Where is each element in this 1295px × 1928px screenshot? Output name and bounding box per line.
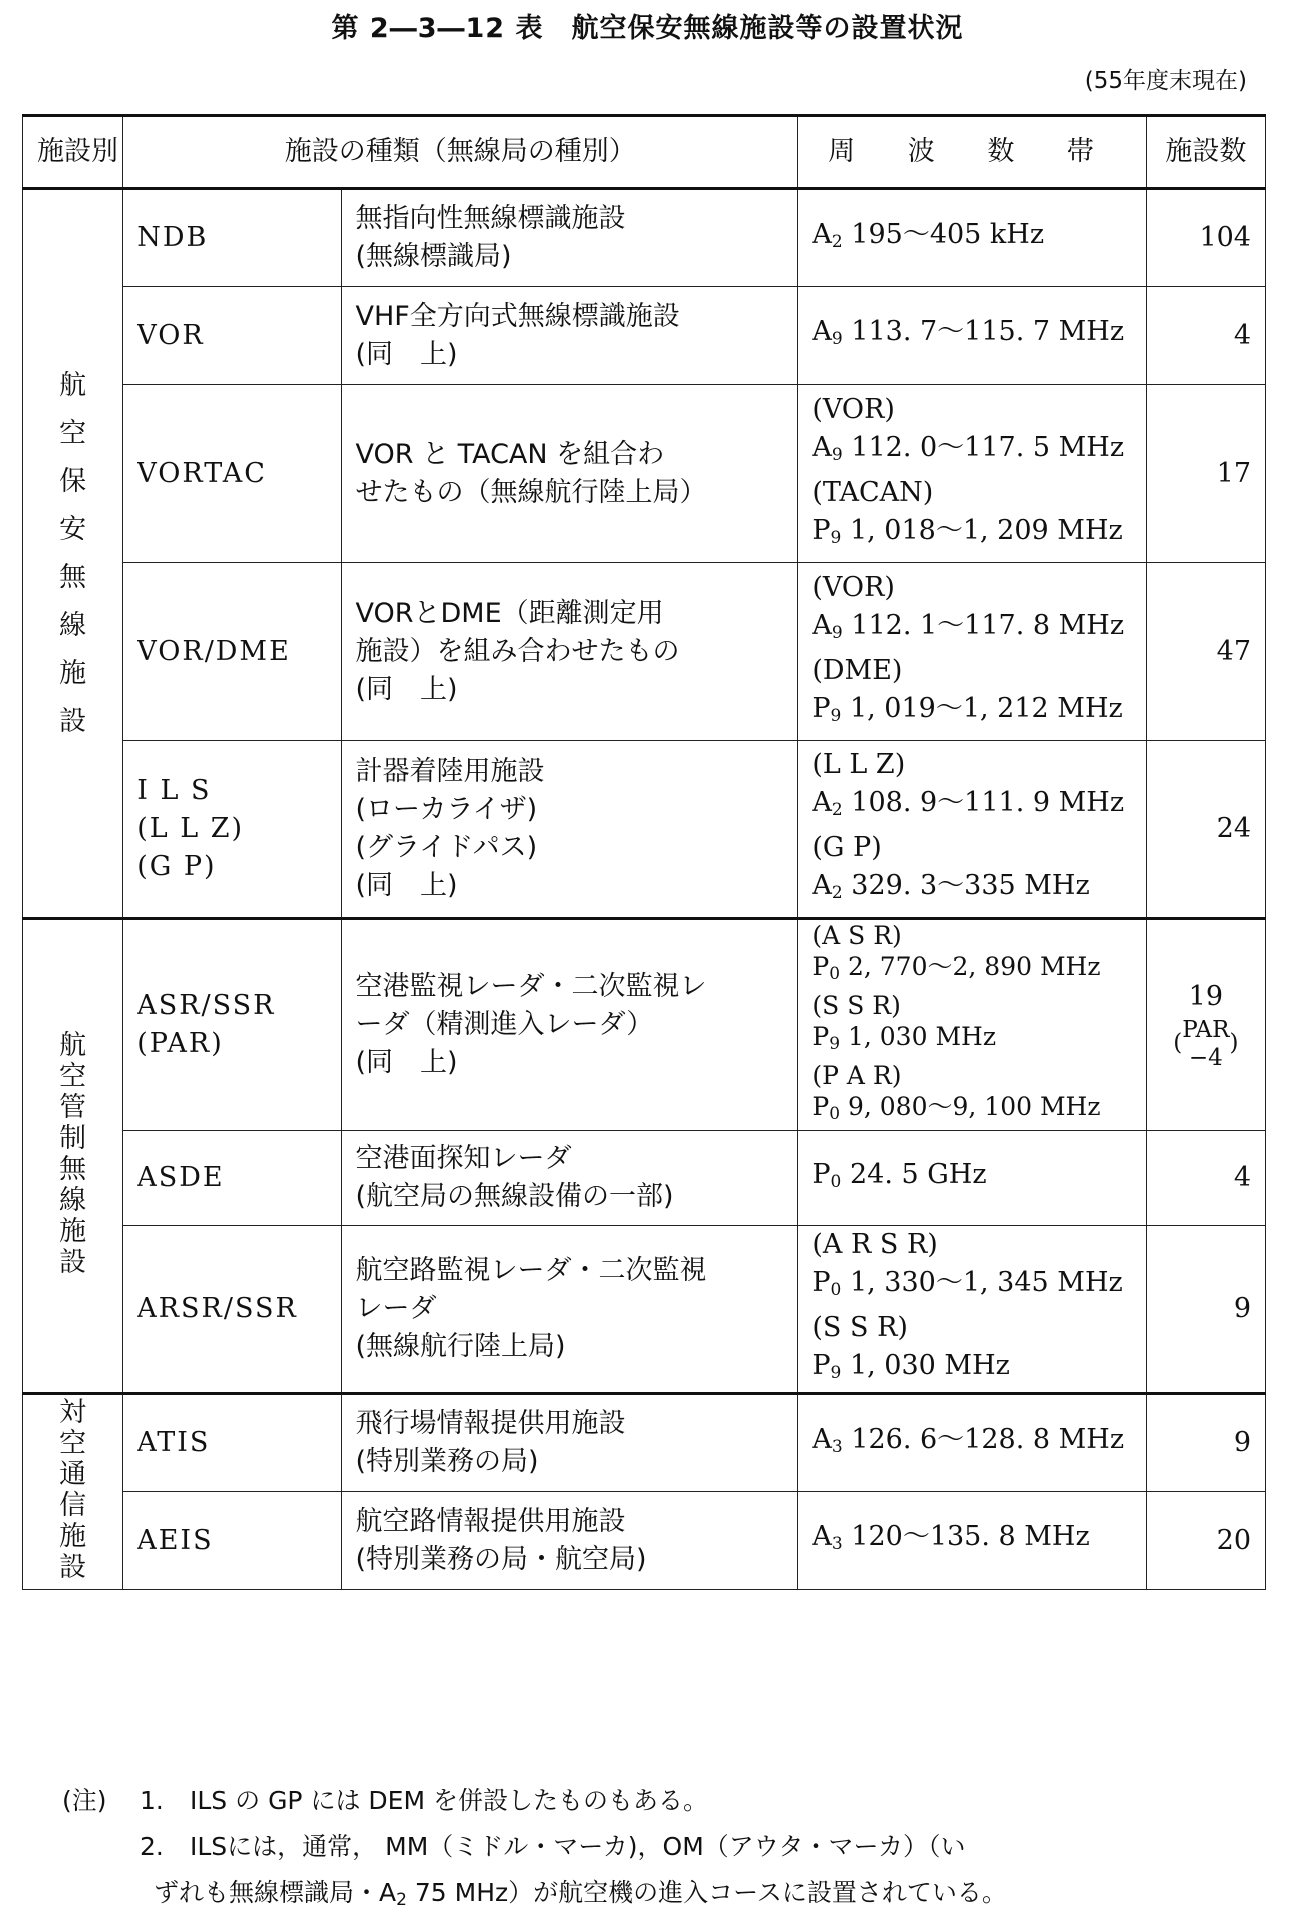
kind-line: (無線航行陸上局) [355,1331,566,1362]
freq-range: 329. 3〜335 MHz [842,870,1090,901]
freq-subscript: 9 [830,1363,842,1383]
facility-abbr [123,385,341,563]
freq-mode: (TACAN) [812,476,934,508]
category-cell-atc [23,919,123,1394]
freq-line [812,607,1131,652]
facility-count [1146,1226,1265,1394]
category-cell-comm [23,1394,123,1590]
freq-range: 1, 019〜1, 212 MHz [841,692,1123,724]
category-label [59,1030,86,1278]
freq-line [812,652,1131,690]
count-value: 19 [1188,981,1224,1012]
table-row [23,287,1266,385]
kind-line: せたもの（無線航行陸上局） [355,476,707,508]
header-count: 施設数 [1146,116,1265,189]
table-row [23,385,1266,563]
facility-count [1146,563,1265,741]
freq-line [812,829,1131,867]
freq-subscript: 3 [831,1534,843,1554]
table-row [23,1492,1266,1590]
freq-subscript: 9 [830,705,842,726]
kind-line: 航空路監視レーダ・二次監視 [355,1255,707,1286]
frequency-band [798,1226,1146,1394]
category-label [59,1397,86,1583]
freq-subscript: 0 [830,1280,842,1300]
count-value: 9 [1233,1427,1251,1458]
facility-abbr [123,1492,341,1590]
freq-mode: A [812,609,832,641]
freq-line [812,1091,1131,1130]
kind-line: (無線標識局) [355,241,512,272]
facility-abbr [123,741,341,919]
table-row [23,741,1266,919]
frequency-band [798,189,1146,287]
category-char: 設 [59,1552,87,1584]
freq-line [812,216,1131,261]
as-of-date: (55年度末現在) [1084,68,1247,94]
facility-count [1146,287,1265,385]
category-char: 対 [59,1396,87,1428]
freq-subscript: 2 [831,883,843,903]
freq-line [812,1226,1131,1264]
freq-mode: (L L Z) [812,749,906,780]
count-extra [1173,1016,1238,1072]
kind-line: (特別業務の局) [355,1446,539,1477]
count-value: 24 [1216,813,1251,844]
abbr-line: ARSR/SSR [137,1293,298,1324]
freq-mode: A [812,870,832,901]
facility-kind [341,189,798,287]
table-body [23,189,1266,1590]
category-char: 線 [59,1185,87,1217]
facility-abbr [123,919,341,1131]
freq-line [812,1021,1131,1060]
abbr-line: VOR [137,319,205,351]
freq-range: 9, 080〜9, 100 MHz [840,1092,1101,1121]
facility-abbr [123,1131,341,1226]
freq-mode: P [812,952,830,981]
category-char: 空 [59,1427,87,1459]
abbr-line: NDB [137,222,209,253]
abbr-line: (PAR) [137,1028,224,1059]
category-char: 安 [59,513,87,545]
note-number: 1. [140,1786,164,1815]
count-value: 20 [1216,1524,1251,1556]
freq-subscript: 9 [829,1034,841,1054]
abbr-line: ASR/SSR [137,990,276,1021]
count-value: 104 [1199,222,1251,253]
category-cell-nav [23,189,123,919]
note-text: 75 MHz）が航空機の進入コースに設置されている。 [406,1878,1007,1907]
facility-count [1146,1394,1265,1492]
freq-mode: A [812,431,832,463]
facility-kind [341,563,798,741]
freq-range: 1, 330〜1, 345 MHz [841,1267,1123,1298]
freq-line [812,867,1131,912]
freq-subscript: 3 [831,1436,843,1457]
abbr-line: (L L Z) [137,813,245,844]
category-char: 保 [59,465,87,497]
freq-mode: (VOR) [812,393,895,425]
freq-range: 113. 7〜115. 7 MHz [842,316,1125,347]
facility-count [1146,1492,1265,1590]
category-char: 空 [59,417,87,449]
count-value: 4 [1233,1162,1251,1193]
freq-mode: (P A R) [812,1061,902,1090]
freq-line [812,474,1131,512]
facility-kind [341,287,798,385]
notes [62,1778,1272,1923]
frequency-band [798,287,1146,385]
table-title: 第 2―3―12 表 航空保安無線施設等の設置状況 [331,13,964,44]
abbr-line: I L S [137,775,212,806]
kind-line: 空港面探知レーダ [355,1143,572,1174]
count-value: 4 [1233,319,1251,351]
freq-range: 1, 018〜1, 209 MHz [841,514,1123,546]
kind-line: (航空局の無線設備の一部) [355,1181,674,1212]
table-row [23,1131,1266,1226]
note-text: ILSには，通常， MM（ミドル・マーカ)，OM（アウタ・マーカ）（い [190,1832,966,1861]
facility-count [1146,741,1265,919]
freq-mode: (A R S R) [812,1229,938,1260]
kind-line: 空港監視レーダ・二次監視レ [355,971,707,1002]
note-text: ILS の GP には DEM を併設したものもある。 [190,1786,708,1815]
category-char: 航 [59,1029,87,1061]
category-char: 施 [59,1216,87,1248]
note-number: 2. [140,1832,164,1861]
freq-mode: P [812,1092,830,1121]
freq-line [812,990,1131,1021]
header-row [23,116,1266,189]
facility-table [22,114,1266,1590]
category-label [59,353,86,754]
freq-range: 120〜135. 8 MHz [842,1521,1090,1552]
freq-mode: A [812,218,832,250]
freq-line [812,512,1131,557]
kind-line: ーダ（精測進入レーダ） [355,1009,654,1040]
kind-line: (同 上) [355,870,458,901]
freq-line [812,391,1131,429]
frequency-band [798,741,1146,919]
category-char: 空 [59,1060,87,1092]
freq-line [812,1060,1131,1091]
note-subscript: 2 [396,1890,407,1910]
category-char: 通 [59,1458,87,1490]
freq-subscript: 9 [831,444,843,465]
table-row [23,1394,1266,1492]
freq-range: 108. 9〜111. 9 MHz [842,787,1125,818]
freq-mode: (S S R) [812,991,901,1020]
freq-line [812,1156,1131,1201]
count-extra-line: PAR [1182,1017,1230,1043]
kind-line: VORとDME（距離測定用 [355,597,664,629]
facility-kind [341,741,798,919]
kind-line: (特別業務の局・航空局) [355,1543,647,1575]
facility-count [1146,189,1265,287]
freq-subscript: 0 [830,1171,842,1192]
kind-line: 飛行場情報提供用施設 [355,1408,626,1439]
facility-abbr [123,189,341,287]
freq-subscript: 2 [831,231,843,252]
category-char: 設 [59,706,87,738]
frequency-band [798,919,1146,1131]
header-category: 施設別 [23,116,123,189]
freq-range: 112. 0〜117. 5 MHz [842,431,1125,463]
freq-line [812,569,1131,607]
facility-count [1146,1131,1265,1226]
freq-mode: (DME) [812,654,903,686]
frequency-band [798,563,1146,741]
freq-range: 1, 030 MHz [840,1022,997,1051]
facility-kind [341,1131,798,1226]
table-row [23,919,1266,1131]
freq-mode: P [812,1158,831,1190]
freq-mode: P [812,1022,830,1051]
header-freq: 周 波 数 帯 [798,116,1146,189]
count-extra-lines [1182,1016,1229,1072]
kind-line: 無指向性無線標識施設 [355,203,626,234]
freq-mode: A [812,316,832,347]
facility-abbr [123,1394,341,1492]
kind-line: レーダ [355,1293,437,1324]
freq-range: 126. 6〜128. 8 MHz [842,1423,1125,1455]
freq-range: 2, 770〜2, 890 MHz [840,952,1101,981]
freq-mode: (G P) [812,832,882,863]
kind-line: VOR と TACAN を組合わ [355,438,665,470]
abbr-line: ATIS [137,1427,211,1458]
freq-line [812,920,1131,951]
note-label: (注) [62,1786,107,1815]
freq-mode: P [812,692,831,724]
kind-line: VHF全方向式無線標識施設 [355,300,680,332]
count-extra-line: −4 [1188,1045,1223,1071]
category-char: 管 [59,1091,87,1123]
freq-mode: A [812,787,832,818]
table-row [23,1226,1266,1394]
freq-line [812,690,1131,735]
count-extra-paren: ( PAR −4 ) [1173,1017,1239,1071]
facility-abbr [123,1226,341,1394]
count-value: 47 [1216,635,1251,667]
freq-range: 112. 1〜117. 8 MHz [842,609,1125,641]
freq-subscript: 9 [831,622,843,643]
kind-line: (グライドパス) [355,832,538,863]
category-char: 航 [59,369,87,401]
freq-mode: P [812,514,831,546]
freq-subscript: 0 [829,1104,841,1124]
header-kind: 施設の種類（無線局の種別） [123,116,798,189]
freq-line [812,784,1131,829]
facility-count [1146,385,1265,563]
freq-mode: (S S R) [812,1312,908,1343]
freq-line [812,1264,1131,1309]
abbr-line: AEIS [137,1524,214,1556]
freq-mode: (VOR) [812,571,895,603]
category-char: 設 [59,1247,87,1279]
freq-mode: A [812,1521,832,1552]
note-2 [62,1824,1272,1870]
frequency-band [798,1394,1146,1492]
freq-mode: (A S R) [812,921,902,950]
abbr-line: VORTAC [137,457,267,489]
abbr-line: (G P) [137,851,217,882]
facility-abbr [123,563,341,741]
kind-line: 施設）を組み合わせたもの [355,635,680,667]
category-char: 無 [59,562,87,593]
category-char: 制 [59,1122,87,1154]
freq-line [812,951,1131,990]
facility-kind [341,385,798,563]
freq-mode: A [812,1423,832,1455]
kind-line: (同 上) [355,338,458,370]
facility-kind [341,919,798,1131]
freq-mode: P [812,1350,831,1381]
category-char: 施 [59,1521,87,1553]
freq-subscript: 0 [829,964,841,984]
kind-line: 計器着陸用施設 [355,756,545,787]
frequency-band [798,1492,1146,1590]
abbr-line: VOR/DME [137,635,291,667]
freq-mode: P [812,1267,831,1298]
table-row [23,563,1266,741]
freq-subscript: 9 [831,329,843,349]
note-text: ずれも無線標識局・A [154,1878,397,1907]
facility-kind [341,1492,798,1590]
facility-kind [341,1394,798,1492]
freq-line [812,429,1131,474]
freq-range: 24. 5 GHz [841,1158,987,1190]
kind-line: (ローカライザ) [355,794,538,825]
frequency-band [798,1131,1146,1226]
note-1 [62,1778,1272,1824]
table-row [23,189,1266,287]
freq-range: 1, 030 MHz [841,1350,1010,1381]
kind-line: (同 上) [355,1047,458,1078]
freq-range: 195〜405 kHz [842,218,1045,250]
category-char: 線 [59,610,87,642]
frequency-band [798,385,1146,563]
freq-subscript: 9 [830,527,842,548]
category-char: 無 [59,1154,87,1186]
freq-line [812,313,1131,358]
category-char: 施 [59,658,87,690]
facility-abbr [123,287,341,385]
note-2-continuation [62,1870,1272,1923]
freq-line [812,1421,1131,1466]
count-value: 9 [1233,1293,1251,1324]
freq-line [812,1309,1131,1347]
freq-line [812,1347,1131,1392]
category-char: 信 [59,1490,87,1522]
count-value: 17 [1216,457,1251,489]
facility-count [1146,919,1265,1131]
facility-kind [341,1226,798,1394]
freq-line [812,1518,1131,1563]
abbr-line: ASDE [137,1162,225,1193]
freq-line [812,746,1131,784]
kind-line: (同 上) [355,673,458,705]
freq-subscript: 2 [831,800,843,820]
kind-line: 航空路情報提供用施設 [355,1505,626,1537]
